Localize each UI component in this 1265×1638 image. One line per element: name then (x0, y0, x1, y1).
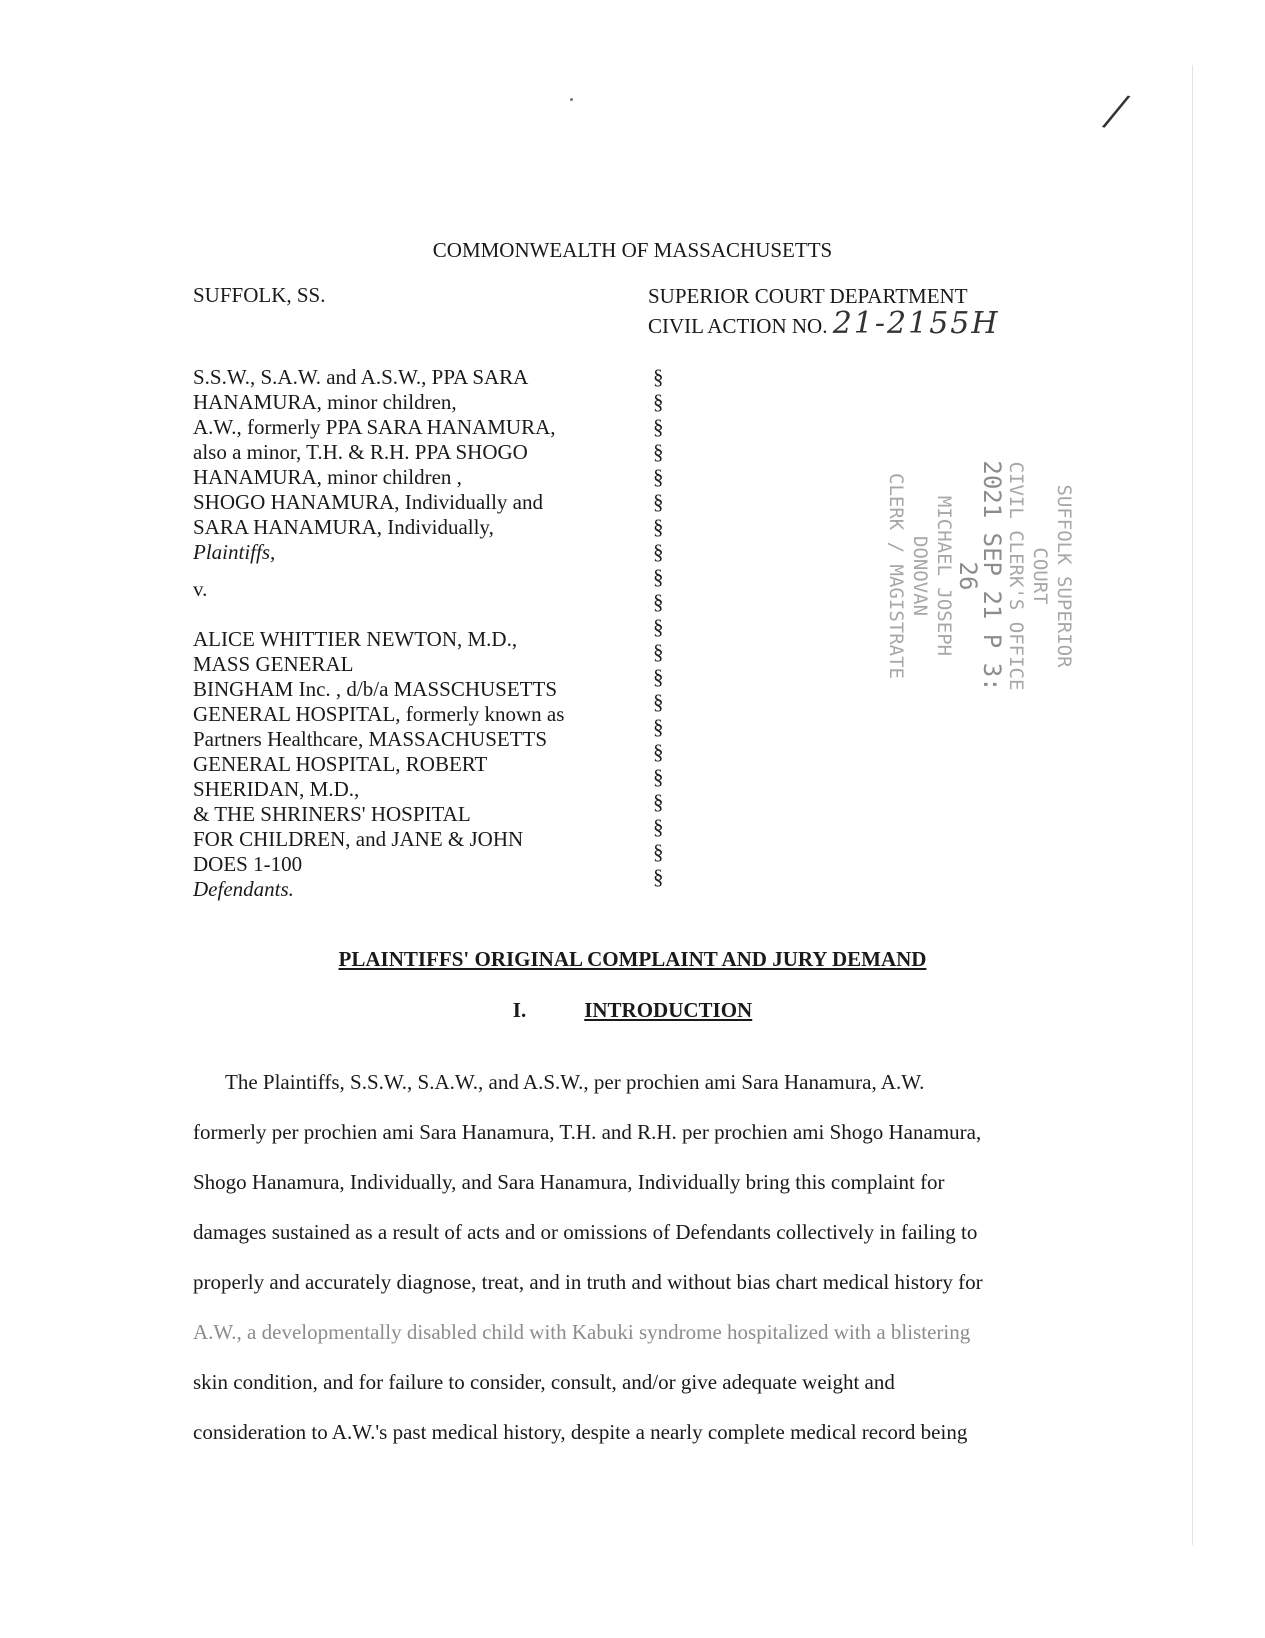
defendant-line: Partners Healthcare, MASSACHUSETTS (193, 727, 548, 751)
case-caption (193, 365, 613, 902)
defendant-line: SHERIDAN, M.D., (193, 777, 360, 801)
civil-action-number: 21-2155H (832, 306, 1000, 341)
defendant-line: & THE SHRINERS' HOSPITAL (193, 802, 471, 826)
defendant-line: FOR CHILDREN, and JANE & JOHN (193, 827, 524, 851)
plaintiff-line: SARA HANAMURA, Individually, (193, 515, 494, 539)
stamp-line: 2021 SEP 21 P 3: 26 (954, 460, 1006, 692)
complaint-body (193, 1067, 1013, 1467)
stamp-line: CLERK / MAGISTRATE (885, 473, 907, 679)
body-line: A.W., a developmentally disabled child with Kabuki syndrome hospitalized with a blistering (193, 1320, 971, 1344)
section-title: INTRODUCTION (584, 998, 753, 1022)
scan-edge (1192, 65, 1193, 1545)
section-symbol: § (653, 515, 664, 539)
plaintiff-line: S.S.W., S.A.W. and A.S.W., PPA SARA (193, 365, 529, 389)
body-line: Shogo Hanamura, Individually, and Sara Hanamura, Individually bring this complaint for (193, 1170, 945, 1194)
body-line: properly and accurately diagnose, treat, and in truth and without bias chart medical history for (193, 1270, 983, 1294)
plaintiff-line: SHOGO HANAMURA, Individually and (193, 490, 543, 514)
plaintiffs-label: Plaintiffs, (193, 540, 276, 564)
body-line: skin condition, and for failure to consider, consult, and/or give adequate weight and (193, 1370, 895, 1394)
defendant-line: GENERAL HOSPITAL, formerly known as (193, 702, 565, 726)
court-department: SUPERIOR COURT DEPARTMENT (648, 284, 968, 308)
defendant-line: ALICE WHITTIER NEWTON, M.D., (193, 627, 518, 651)
court-block (648, 283, 1000, 340)
section-symbol: § (653, 365, 664, 389)
handwritten-page-mark: / (1101, 80, 1130, 142)
section-heading (0, 998, 1265, 1023)
spacer (193, 565, 613, 577)
body-line: damages sustained as a result of acts and or omissions of Defendants collectively in failing to (193, 1220, 978, 1244)
section-symbol: § (653, 690, 664, 714)
stamp-text (884, 456, 1076, 696)
section-symbol: § (653, 490, 664, 514)
section-symbol: § (653, 465, 664, 489)
section-symbol: § (653, 390, 664, 414)
plaintiff-line: HANAMURA, minor children, (193, 390, 457, 414)
clerk-filing-stamp (885, 430, 1075, 692)
scan-speck (570, 98, 573, 101)
section-symbol: § (653, 740, 664, 764)
versus-label: v. (193, 577, 208, 601)
section-symbol: § (653, 440, 664, 464)
stamp-line: SUFFOLK SUPERIOR COURT (1029, 484, 1075, 668)
spacer (193, 602, 613, 627)
defendant-line: BINGHAM Inc. , d/b/a MASSCHUSETTS (193, 677, 558, 701)
document-title: PLAINTIFFS' ORIGINAL COMPLAINT AND JURY DEMAND (338, 947, 927, 971)
state-heading: COMMONWEALTH OF MASSACHUSETTS (432, 238, 833, 262)
section-symbol: § (653, 865, 664, 889)
defendants-label: Defendants. (193, 877, 294, 901)
civil-action-line (648, 306, 1000, 341)
defendant-line: DOES 1-100 (193, 852, 303, 876)
stamp-line: MICHAEL JOSEPH DONOVAN (909, 495, 955, 657)
county-label: SUFFOLK, SS. (193, 283, 326, 307)
section-number: I. (512, 998, 527, 1022)
plaintiff-line: A.W., formerly PPA SARA HANAMURA, (193, 415, 556, 439)
section-symbol: § (653, 565, 664, 589)
section-symbol: § (653, 590, 664, 614)
defendant-line: GENERAL HOSPITAL, ROBERT (193, 752, 488, 776)
section-symbol: § (653, 765, 664, 789)
body-line: formerly per prochien ami Sara Hanamura, T.H. and R.H. per prochien ami Shogo Hanamura, (193, 1120, 982, 1144)
section-symbol: § (653, 665, 664, 689)
body-line: consideration to A.W.'s past medical history, despite a nearly complete medical record being (193, 1420, 968, 1444)
section-symbol: § (653, 540, 664, 564)
stamp-line: CIVIL CLERK'S OFFICE (1005, 461, 1027, 691)
section-symbol: § (653, 415, 664, 439)
section-symbol: § (653, 815, 664, 839)
section-symbol: § (653, 790, 664, 814)
body-line: The Plaintiffs, S.S.W., S.A.W., and A.S.W., per prochien ami Sara Hanamura, A.W. (225, 1070, 925, 1094)
plaintiff-line: also a minor, T.H. & R.H. PPA SHOGO (193, 440, 528, 464)
section-symbol-column (653, 365, 673, 890)
section-symbol: § (653, 715, 664, 739)
civil-action-label: CIVIL ACTION NO. (648, 314, 828, 338)
defendant-line: MASS GENERAL (193, 652, 354, 676)
section-symbol: § (653, 640, 664, 664)
section-symbol: § (653, 615, 664, 639)
plaintiff-line: HANAMURA, minor children , (193, 465, 462, 489)
section-symbol: § (653, 840, 664, 864)
